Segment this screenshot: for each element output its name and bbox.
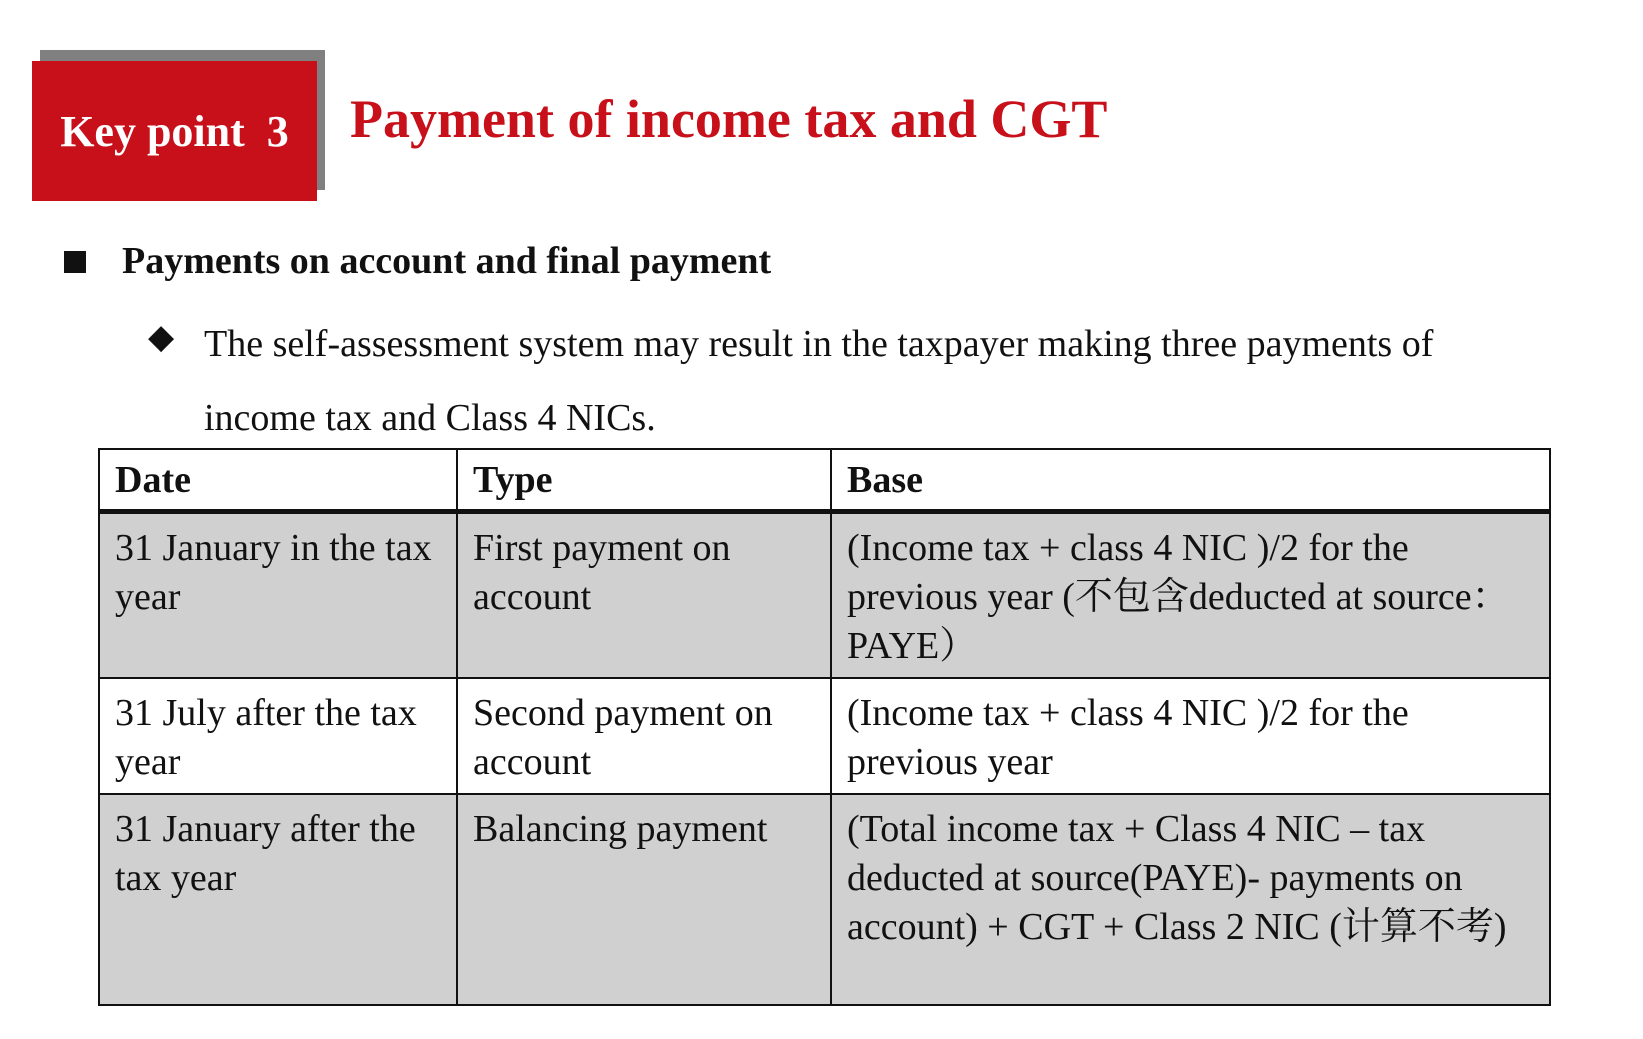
cell-type: Second payment on account (457, 678, 831, 794)
cell-base: (Income tax + class 4 NIC )/2 for the previous year (不包含deducted at source：PAYE） (831, 512, 1550, 679)
diamond-bullet-icon: ◆ (148, 317, 175, 357)
column-header-base: Base (831, 449, 1550, 512)
table-row (99, 794, 1550, 1005)
cell-base: (Income tax + class 4 NIC )/2 for the previous year (831, 678, 1550, 794)
cell-date: 31 January after the tax year (99, 794, 457, 1005)
square-bullet-icon (64, 251, 86, 273)
table-row (99, 512, 1550, 679)
payment-schedule-table (98, 448, 1551, 1006)
cell-date: 31 July after the tax year (99, 678, 457, 794)
column-header-date: Date (99, 449, 457, 512)
table-row (99, 678, 1550, 794)
section-heading: Payments on account and final payment (122, 240, 772, 282)
cell-type: First payment on account (457, 512, 831, 679)
cell-base: (Total income tax + Class 4 NIC – tax deducted at source(PAYE)- payments on account) + CGT + Class 2 NIC (计算不考) (831, 794, 1550, 1005)
table-header-row (99, 449, 1550, 512)
column-header-type: Type (457, 449, 831, 512)
cell-date: 31 January in the tax year (99, 512, 457, 679)
cell-type: Balancing payment (457, 794, 831, 1005)
intro-paragraph: The self-assessment system may result in the taxpayer making three payments of income tax and Class 4 NICs. (204, 323, 1434, 439)
key-point-badge: Key point 3 (32, 61, 317, 201)
page-title: Payment of income tax and CGT (350, 89, 1108, 149)
